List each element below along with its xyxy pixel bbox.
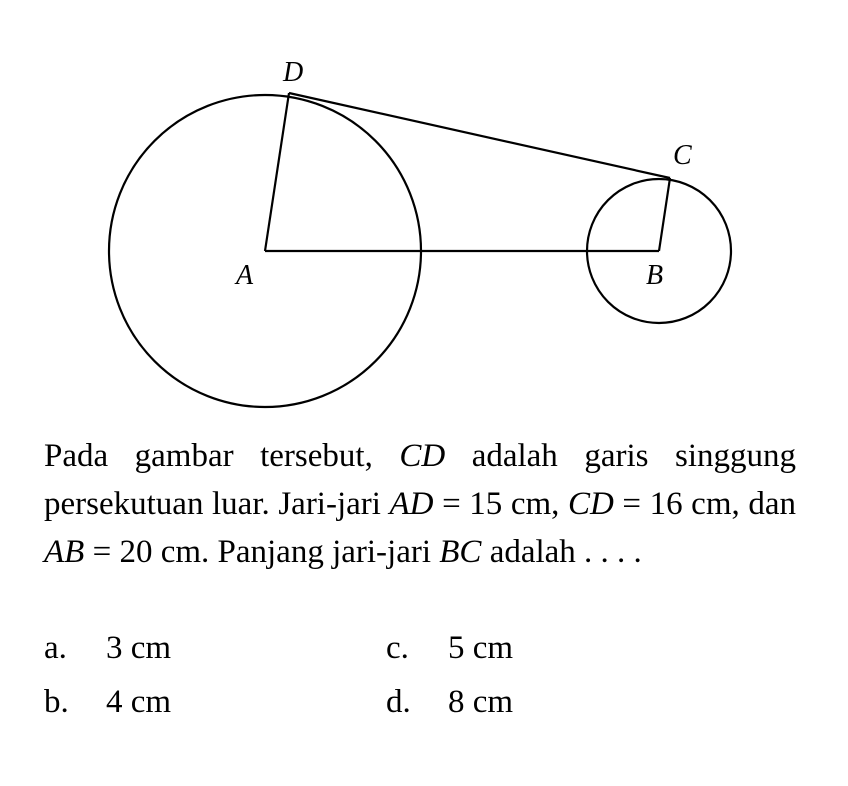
problem-text-part: Pada gambar tersebut,: [44, 438, 400, 474]
problem-text-part: = 15 cm,: [433, 486, 568, 522]
option-letter: c.: [386, 630, 409, 666]
segment-cd: CD: [399, 438, 446, 474]
option-letter: a.: [44, 630, 67, 666]
segment-bc: BC: [439, 534, 482, 570]
segment-cd: CD: [568, 486, 614, 522]
segment-ab: AB: [44, 534, 85, 570]
problem-text-part: = 20 cm. Panjang jari-jari: [84, 534, 440, 570]
problem-text-part: adalah . . . .: [481, 534, 642, 570]
option-value: 5 cm: [448, 630, 514, 666]
option-a[interactable]: [44, 630, 171, 667]
option-value: 4 cm: [106, 684, 172, 720]
problem-text: [44, 432, 796, 576]
point-label-b: B: [646, 260, 664, 291]
option-b[interactable]: [44, 684, 171, 721]
radius-bc: [659, 178, 670, 251]
tangent-line-cd: [289, 93, 670, 178]
option-letter: b.: [44, 684, 69, 720]
option-c[interactable]: [386, 630, 513, 667]
segment-ad: AD: [389, 486, 434, 522]
problem-text-part: = 16 cm, dan: [613, 486, 796, 522]
option-letter: d.: [386, 684, 411, 720]
point-label-a: A: [236, 260, 254, 291]
answer-options: [44, 630, 744, 750]
point-label-c: C: [673, 140, 692, 171]
option-value: 3 cm: [106, 630, 172, 666]
option-value: 8 cm: [448, 684, 514, 720]
option-d[interactable]: [386, 684, 513, 721]
radius-ad: [265, 93, 289, 251]
problem-statement: [44, 432, 796, 576]
point-label-d: D: [283, 57, 304, 88]
problem-text-part: adalah garis singgung persekutuan luar. Jari-jari: [44, 438, 796, 522]
